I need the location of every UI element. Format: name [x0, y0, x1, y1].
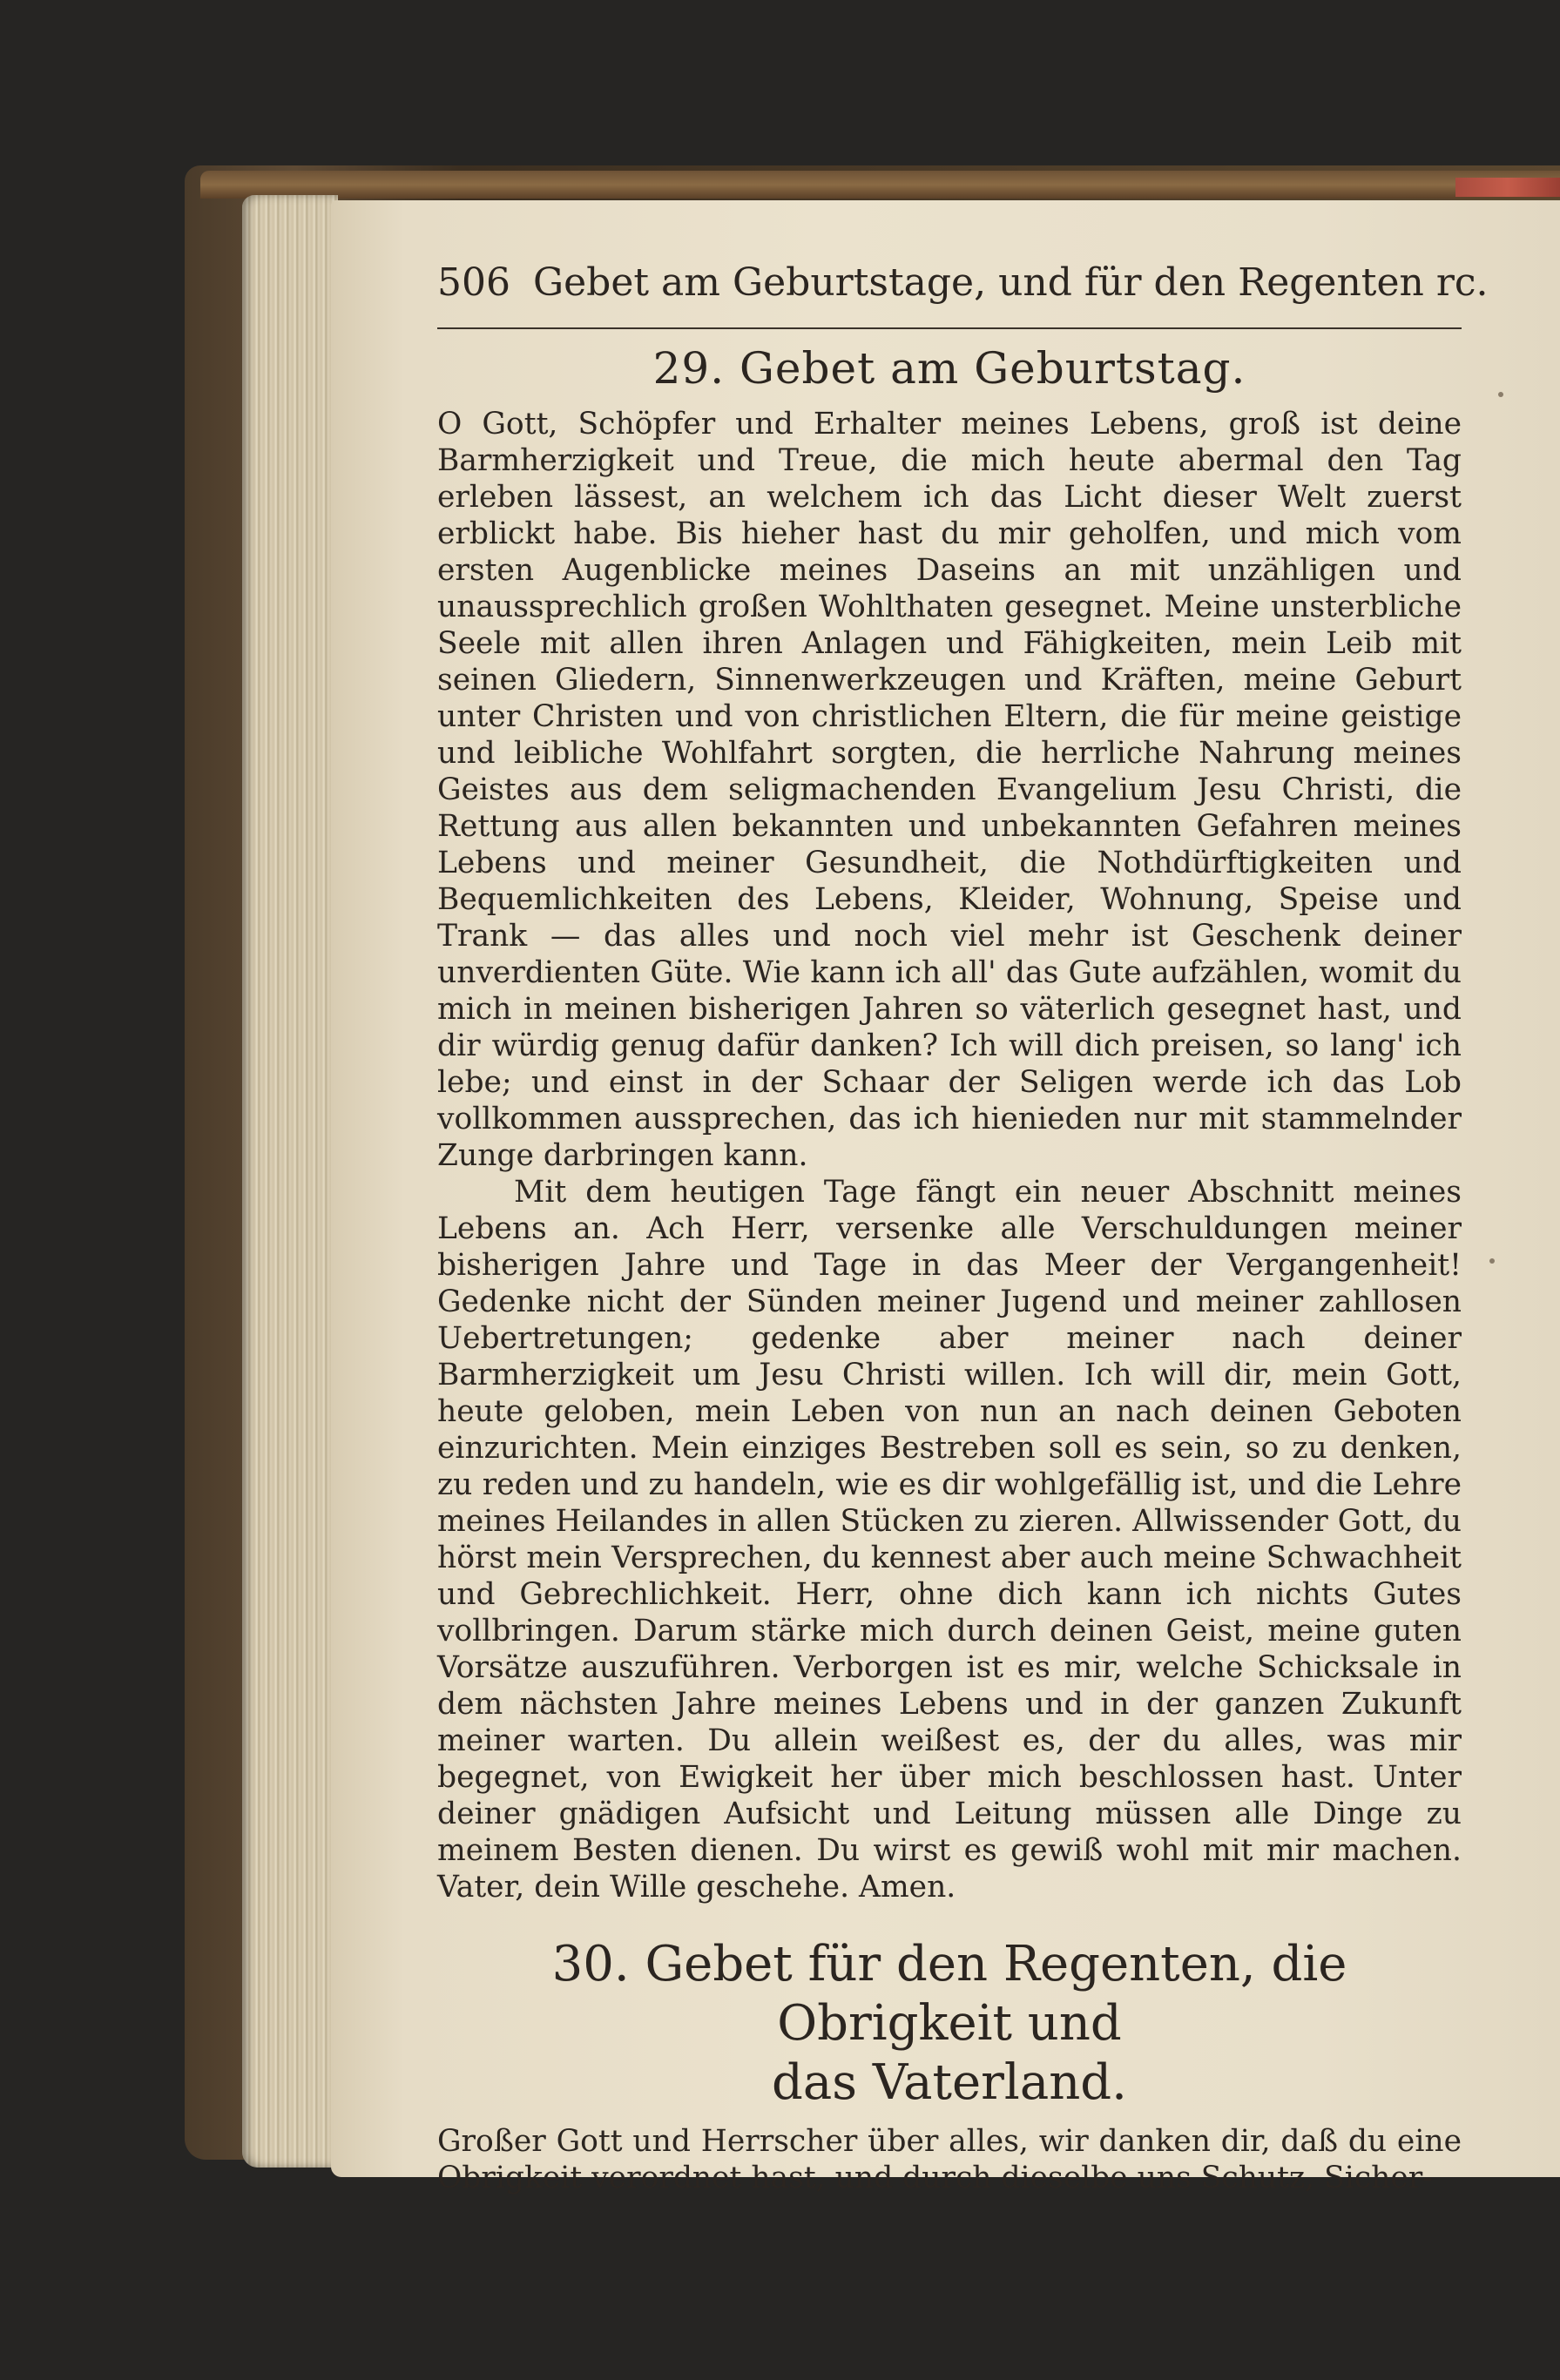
section-title-regent-prayer — [437, 1935, 1462, 2113]
red-bookmark-edge — [1455, 178, 1560, 197]
section-title-birthday-prayer: 29. Gebet am Geburtstag. — [652, 343, 1246, 394]
paragraph: Mit dem heutigen Tage fängt ein neuer Abschnitt meines Lebens an. Ach Herr, versenke alle Verschuldungen meiner bisherigen Jahre und Tage in das Meer der Vergangenheit! Gedenke nicht der Sünden meiner Jugend und meiner zahllosen Uebertretungen; gedenke aber meiner nach deiner Barmherzigkeit um Jesu Christi willen. Ich will dir, mein Gott, heute geloben, mein Leben von nun an nach deinen Geboten einzurichten. Mein einziges Bestreben soll es sein, so zu denken, zu reden und zu handeln, wie es dir wohlgefällig ist, und die Lehre meines Heilandes in allen Stücken zu zieren. Allwissender Gott, du hörst mein Versprechen, du kennest aber auch meine Schwachheit und Gebrechlichkeit. Herr, ohne dich kann ich nichts Gutes vollbringen. Darum stärke mich durch deinen Geist, meine guten Vorsätze auszuführen. Verborgen ist es mir, welche Schicksale in dem nächsten Jahre meines Lebens und in der ganzen Zukunft meiner warten. Du allein weißest es, der du alles, was mir begegnet, von Ewigkeit her über mich beschlossen hast. Unter deiner gnädigen Aufsicht und Leitung müssen alle Dinge zu meinem Besten dienen. Du wirst es gewiß wohl mit mir machen. Vater, dein Wille geschehe. Amen. — [437, 1175, 1462, 1905]
section-title-line: das Vaterland. — [772, 2054, 1127, 2111]
section-body — [437, 406, 1462, 1905]
paragraph: Großer Gott und Herrscher über alles, wir danken dir, daß du eine Obrigkeit verordnet hast, und durch dieselbe uns Schutz, Sicher- — [437, 2124, 1462, 2195]
running-title: Gebet am Geburtstage, und für den Regenten rc. — [532, 260, 1489, 305]
paper-speck — [1498, 392, 1503, 397]
section-title-line: 30. Gebet für den Regenten, die Obrigkeit und — [551, 1936, 1347, 2052]
page-text-area — [437, 244, 1489, 2196]
paper-speck — [1489, 1258, 1495, 1264]
book-cover-top-edge — [200, 171, 1560, 199]
page-number: 506 — [437, 260, 510, 305]
section-body — [437, 2123, 1462, 2196]
header-rule — [437, 327, 1462, 329]
running-header — [437, 244, 1489, 322]
paragraph: O Gott, Schöpfer und Erhalter meines Lebens, groß ist deine Barmherzigkeit und Treue, die mich heute abermal den Tag erleben lässest, an welchem ich das Licht dieser Welt zuerst erblickt habe. Bis hieher hast du mir geholfen, und mich vom ersten Augenblicke meines Daseins an mit unzähligen und unaussprechlich großen Wohlthaten gesegnet. Meine unsterbliche Seele mit allen ihren Anlagen und Fähigkeiten, mein Leib mit seinen Gliedern, Sinnenwerkzeugen und Kräften, meine Geburt unter Christen und von christlichen Eltern, die für meine geistige und leibliche Wohlfahrt sorgten, die herrliche Nahrung meines Geistes aus dem seligmachenden Evangelium Jesu Christi, die Rettung aus allen bekannten und unbekannten Gefahren meines Lebens und meiner Gesundheit, die Nothdürftigkeiten und Bequemlichkeiten des Lebens, Kleider, Wohnung, Speise und Trank — das alles und noch viel mehr ist Geschenk deiner unverdienten Güte. Wie kann ich all' das Gute aufzählen, womit du mich in meinen bisherigen Jahren so väterlich gesegnet hast, und dir würdig genug dafür danken? Ich will dich preisen, so lang' ich lebe; und einst in der Schaar der Seligen werde ich das Lob vollkommen aussprechen, das ich hienieden nur mit stammelnder Zunge darbringen kann. — [437, 407, 1462, 1173]
page-edges — [242, 195, 338, 2168]
